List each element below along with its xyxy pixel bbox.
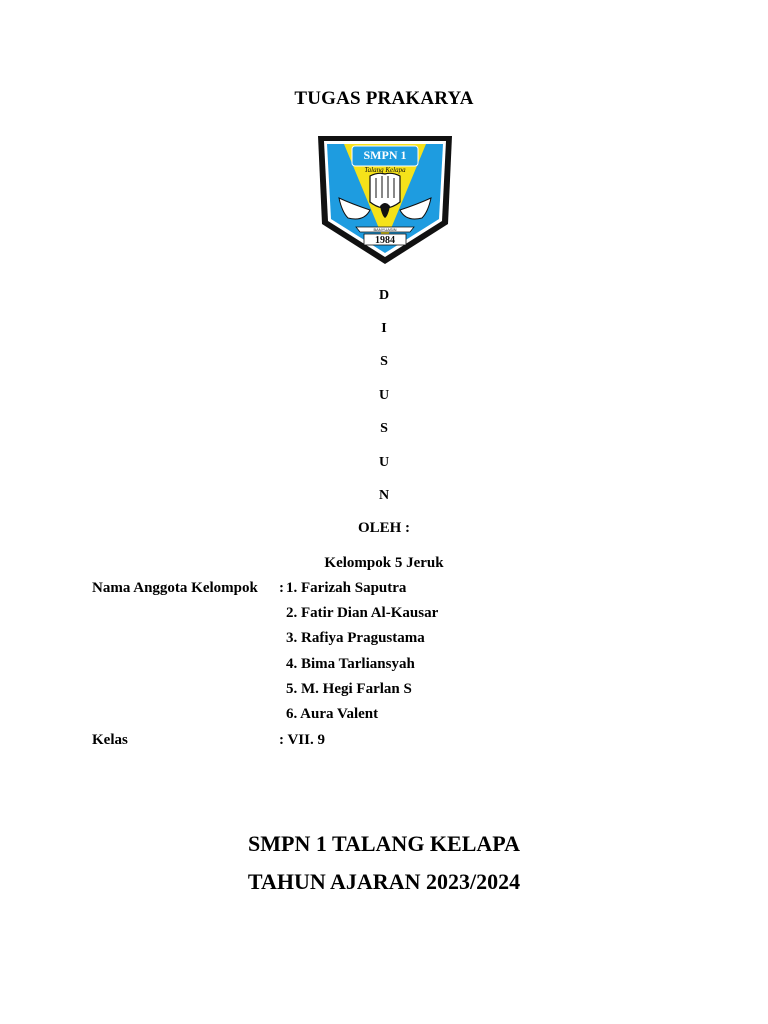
logo-name: SMPN 1 [363, 148, 407, 162]
academic-year: TAHUN AJARAN 2023/2024 [247, 869, 521, 894]
logo-subtitle: Talang Kelapa [364, 166, 406, 174]
document-title: TUGAS PRAKARYA [294, 88, 474, 109]
vertical-letter: D [378, 288, 390, 303]
vertical-letter: N [378, 488, 390, 503]
member-item: 4. Bima Tarliansyah [286, 656, 415, 672]
members-label: Nama Anggota Kelompok [92, 580, 258, 596]
vertical-letter: U [378, 455, 390, 470]
group-name: Kelompok 5 Jeruk [324, 555, 444, 571]
school-logo [312, 128, 458, 268]
member-item: 1. Farizah Saputra [286, 580, 407, 596]
member-item: 3. Rafiya Pragustama [286, 630, 425, 646]
vertical-letter: U [378, 388, 390, 403]
member-item: 6. Aura Valent [286, 706, 379, 722]
vertical-letter: S [380, 421, 388, 436]
vertical-letter: S [380, 354, 388, 369]
class-label: Kelas [92, 732, 128, 748]
members-colon: : [279, 580, 284, 596]
logo-year: 1984 [375, 235, 395, 246]
class-value: : VII. 9 [279, 732, 325, 748]
school-name: SMPN 1 TALANG KELAPA [248, 831, 520, 856]
vertical-letter: I [381, 321, 387, 336]
oleh-label: OLEH : [357, 520, 411, 536]
member-item: 2. Fatir Dian Al-Kausar [286, 605, 439, 621]
logo-banner: BANYUASIN [373, 227, 397, 232]
member-item: 5. M. Hegi Farlan S [286, 681, 412, 697]
